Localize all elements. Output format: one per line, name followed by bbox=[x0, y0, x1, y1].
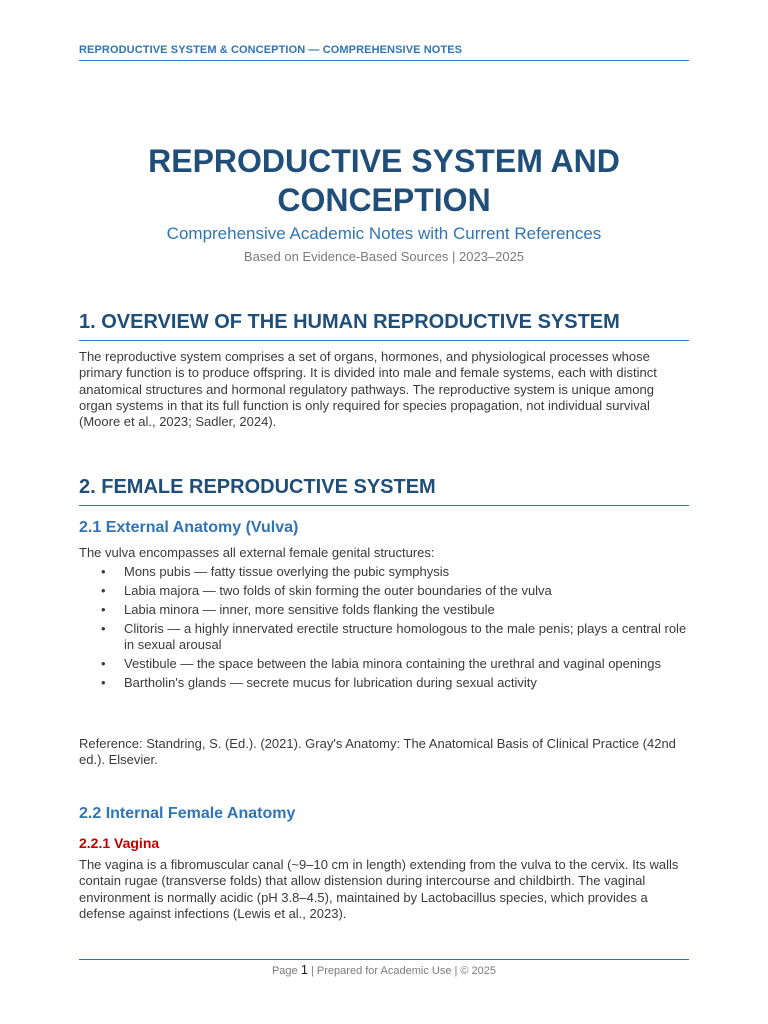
section-2-1-reference: Reference: Standring, S. (Ed.). (2021). Gray's Anatomy: The Anatomical Basis of Clinical Practice (42nd ed.). Elsevier. bbox=[79, 736, 676, 768]
section-2-2-heading: 2.2 Internal Female Anatomy bbox=[79, 805, 296, 822]
section-2-1-intro: The vulva encompasses all external female genital structures: bbox=[79, 545, 435, 560]
document-title bbox=[79, 142, 689, 220]
running-header: REPRODUCTIVE SYSTEM & CONCEPTION — COMPREHENSIVE NOTES bbox=[79, 44, 689, 61]
title-line-1: REPRODUCTIVE SYSTEM AND bbox=[148, 143, 620, 179]
page-number: 1 bbox=[300, 962, 308, 977]
title-line-2: CONCEPTION bbox=[277, 182, 491, 218]
section-2-1-heading: 2.1 External Anatomy (Vulva) bbox=[79, 519, 299, 536]
section-2-2-1-heading: 2.2.1 Vagina bbox=[79, 835, 160, 851]
bullet-icon: • bbox=[101, 601, 106, 617]
bullet-icon: • bbox=[101, 655, 106, 671]
footer-divider bbox=[79, 959, 689, 960]
list-item: • Vestibule — the space between the labia minora containing the urethral and vaginal openings bbox=[101, 655, 661, 671]
vulva-structures-list bbox=[79, 564, 689, 694]
bullet-icon: • bbox=[101, 582, 106, 598]
sources-note: Based on Evidence-Based Sources | 2023–2025 bbox=[243, 249, 525, 264]
section-1-heading: 1. OVERVIEW OF THE HUMAN REPRODUCTIVE SYSTEM bbox=[79, 311, 689, 341]
list-item: • Mons pubis — fatty tissue overlying the pubic symphysis bbox=[101, 564, 450, 579]
list-item: • Labia minora — inner, more sensitive folds flanking the vestibule bbox=[101, 601, 495, 617]
document-subtitle: Comprehensive Academic Notes with Current References bbox=[166, 224, 602, 243]
footer-page-label: Page bbox=[271, 965, 298, 977]
section-2-heading: 2. FEMALE REPRODUCTIVE SYSTEM bbox=[79, 476, 689, 506]
footer-note: | Prepared for Academic Use | © 2025 bbox=[311, 965, 497, 977]
bullet-icon: • bbox=[101, 564, 106, 579]
page-footer bbox=[79, 962, 689, 977]
section-2-2-1-body: The vagina is a fibromuscular canal (~9–10 cm in length) extending from the vulva to the cervix. Its walls contain rugae (transverse folds) that allow distension during intercourse and childbirth. The vaginal environment is normally acidic (pH 3.8–4.5), maintained by Lactobacillus species, which provides a defense against infections (Lewis et al., 2023). bbox=[79, 857, 679, 921]
bullet-icon: • bbox=[101, 674, 106, 690]
list-item: • Labia majora — two folds of skin forming the outer boundaries of the vulva bbox=[101, 582, 552, 598]
section-1-body: The reproductive system comprises a set of organs, hormones, and physiological processes whose primary function is to produce offspring. It is divided into male and female systems, each with distinct anatomical structures and hormonal regulatory pathways. The reproductive system is unique among organ systems in that its full function is only required for species propagation, not individual survival (Moore et al., 2023; Sadler, 2024). bbox=[79, 349, 657, 430]
list-item: • Bartholin's glands — secrete mucus for lubrication during sexual activity bbox=[101, 674, 537, 690]
bullet-icon: • bbox=[101, 620, 106, 636]
list-item: • Clitoris — a highly innervated erectile structure homologous to the male penis; plays a central role in sexual arousal bbox=[101, 620, 687, 652]
